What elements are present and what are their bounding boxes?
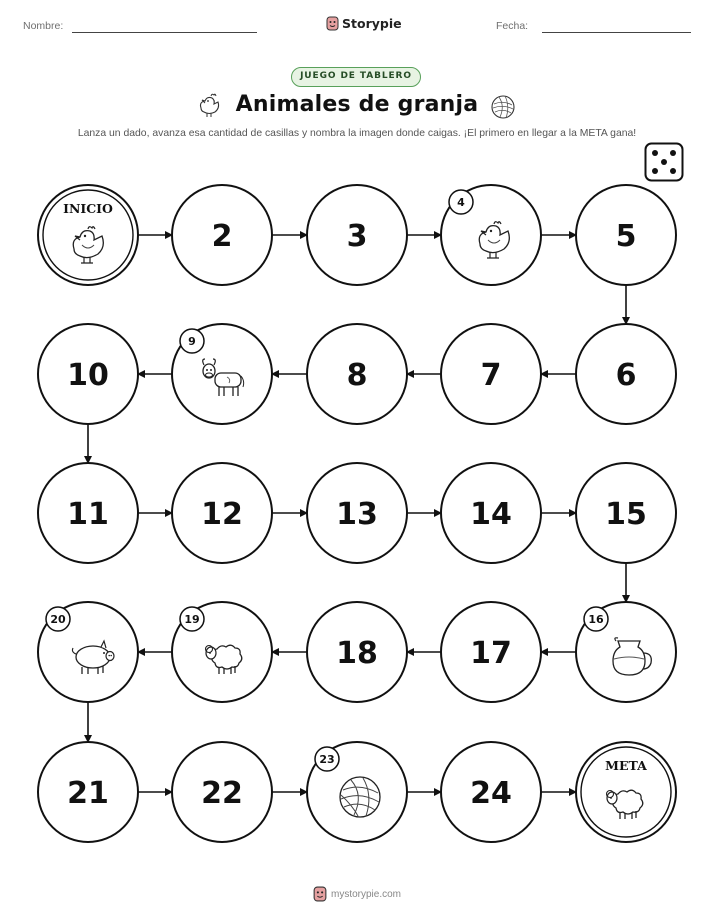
space-number: 8 — [346, 358, 368, 393]
board-space[interactable] — [576, 602, 676, 702]
space-number: 14 — [470, 497, 512, 532]
board-space[interactable] — [576, 463, 676, 563]
name-label: Nombre: — [23, 20, 64, 32]
board-space[interactable] — [441, 324, 541, 424]
space-number: 11 — [67, 497, 109, 532]
footer — [0, 886, 714, 902]
board-space[interactable] — [38, 463, 138, 563]
finish-label: META — [605, 758, 647, 773]
space-number: 21 — [67, 776, 109, 811]
board-space[interactable] — [38, 602, 138, 702]
board-space[interactable] — [576, 324, 676, 424]
board-space[interactable] — [576, 185, 676, 285]
space-number-small: 9 — [188, 335, 196, 348]
board-space[interactable] — [172, 602, 272, 702]
space-number: 13 — [336, 497, 378, 532]
start-label: INICIO — [63, 201, 113, 216]
space-number: 2 — [211, 219, 233, 254]
board-space[interactable] — [38, 742, 138, 842]
space-number-small: 23 — [319, 753, 335, 766]
storypie-logo-icon — [313, 886, 327, 902]
footer-url[interactable]: mystorypie.com — [330, 888, 401, 900]
board-space[interactable] — [441, 463, 541, 563]
board-space[interactable] — [172, 185, 272, 285]
board-space[interactable] — [307, 463, 407, 563]
date-label: Fecha: — [496, 20, 529, 32]
board-space[interactable] — [441, 185, 541, 285]
space-number: 24 — [470, 776, 512, 811]
board-space[interactable] — [441, 602, 541, 702]
space-number-small: 19 — [184, 613, 200, 626]
board-space[interactable] — [576, 742, 676, 842]
board-space[interactable] — [38, 185, 138, 285]
page-title: Animales de granja — [235, 92, 479, 117]
space-number: 7 — [480, 358, 502, 393]
space-number-small: 16 — [588, 613, 604, 626]
board-space[interactable] — [441, 742, 541, 842]
board-space[interactable] — [307, 742, 407, 842]
space-number: 3 — [346, 219, 368, 254]
space-number: 15 — [605, 497, 647, 532]
yarn-ball-icon — [340, 777, 380, 817]
space-number: 18 — [336, 636, 378, 671]
space-number-small: 20 — [50, 613, 66, 626]
instructions: Lanza un dado, avanza esa cantidad de casillas y nombra la imagen donde caigas. ¡El primero en llegar a la META gana! — [77, 128, 637, 139]
brand-name: Storypie — [342, 15, 402, 31]
space-number: 10 — [67, 358, 109, 393]
board-space[interactable] — [307, 185, 407, 285]
board-space[interactable] — [172, 463, 272, 563]
space-number: 5 — [615, 219, 637, 254]
board-space[interactable] — [38, 324, 138, 424]
space-number: 12 — [201, 497, 243, 532]
board-space[interactable] — [307, 602, 407, 702]
space-number: 6 — [615, 358, 637, 393]
board-space[interactable] — [172, 742, 272, 842]
board-space[interactable] — [307, 324, 407, 424]
space-number-small: 4 — [457, 196, 465, 209]
board-space[interactable] — [172, 324, 272, 424]
space-number: 22 — [201, 776, 243, 811]
space-number: 17 — [470, 636, 512, 671]
game-type-badge: JUEGO DE TABLERO — [291, 67, 421, 87]
